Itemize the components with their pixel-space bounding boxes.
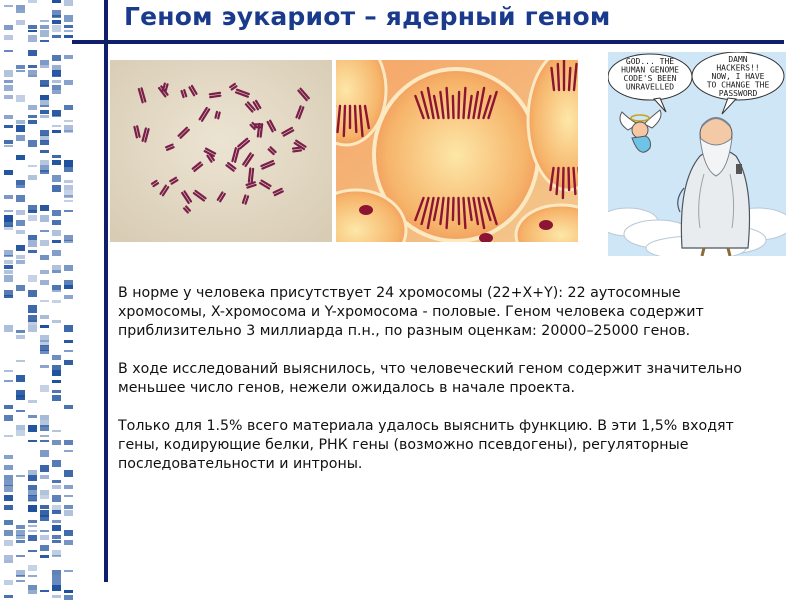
paragraph-function: Только для 1.5% всего материала удалось выяснить функцию. В эти 1,5% входят гены, кодирующие белки, РНК гены (возможно псевдогены), регуляторные последовательности и интроны.: [118, 418, 734, 472]
karyotype-photo: [110, 60, 332, 242]
vertical-divider: [104, 0, 108, 582]
paragraph-gene-count: В ходе исследований выяснилось, что человеческий геном содержит значительно меньшее число генов, нежели ожидалось в начале проекта.: [118, 361, 742, 396]
body-text: [118, 284, 768, 493]
mitosis-cells-photo: [336, 60, 578, 242]
god-hackers-cartoon: [608, 52, 786, 256]
paragraph-chromosomes: В норме у человека присутствует 24 хромосомы (22+X+Y): 22 аутосомные хромосомы, X-хромосома и Y-хромосома - половые. Геном человека содержит приблизительно 3 миллиарда п.н., по разным оценкам: 20000–25000 генов.: [118, 285, 704, 339]
title-underline: [72, 40, 784, 44]
slide-title: Геном эукариот – ядерный геном: [124, 2, 611, 31]
dna-gel-strip-decoration: [0, 0, 78, 600]
svg-text:GOD... THEHUMAN GENOMECODE'S B: GOD... THE HUMAN GENOME CODE'S BEEN UNRAVELLED: [621, 57, 679, 92]
svg-text:DAMNHACKERS!!NOW, I HAVETO CHA: DAMN HACKERS!! NOW, I HAVE TO CHANGE THE PASSWORD: [706, 55, 770, 98]
